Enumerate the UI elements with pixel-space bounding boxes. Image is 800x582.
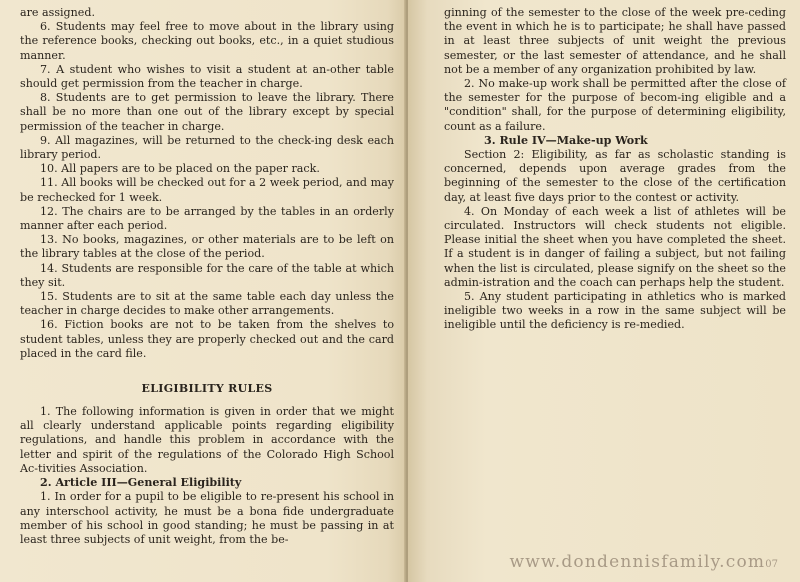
- library-rule-paragraph: are assigned.: [20, 6, 95, 19]
- eligibility-intro-paragraph: 1. The following information is given in order that we might all clearly understand applicable points regarding eligibility regulations, and handle this problem in accordance with the letter and spirit of the regulations of the Colorado High School Ac-tivities Association.: [20, 405, 394, 475]
- ineligible-paragraph: 5. Any student participating in athletics who is marked ineligible two weeks in a row in the same subject will be ineligible until the deficiency is re-medied.: [444, 290, 786, 332]
- library-rule-paragraph: 13. No books, magazines, or other materials are to be left on the library tables at the close of the period.: [20, 233, 394, 261]
- library-rule-paragraph: 10. All papers are to be placed on the paper rack.: [40, 162, 320, 176]
- library-rule-paragraph: 15. Students are to sit at the same table each day unless the teacher in charge decides to make other arrangements.: [20, 290, 394, 318]
- rule-iv-heading: 3. Rule IV—Make-up Work: [484, 133, 648, 147]
- right-page: [408, 0, 800, 582]
- athletes-list-paragraph: 4. On Monday of each week a list of athletes will be circulated. Instructors will check students not eligible. Please initial the sheet when you have completed the sheet. If a student is in danger of failing a subject, but not failing when the list is circulated, please signify on the sheet so the admin-istration and the coach can perhaps help the student.: [444, 204, 786, 289]
- article-iii-paragraph: 1. In order for a pupil to be eligible to re-present his school in any interschool activity, he must be a bona fide undergraduate member of his school in good standing; he must be passing in at least three subjects of unit weight, from the be-: [20, 490, 394, 546]
- library-rule-paragraph: 7. A student who wishes to visit a student at an-other table should get permission from the teacher in charge.: [20, 62, 394, 91]
- library-rule-paragraph: 8. Students are to get permission to leave the library. There shall be no more than one out of the library except by special permission of the teacher in charge.: [20, 91, 394, 133]
- eligibility-continuation-paragraph: ginning of the semester to the close of the week pre-ceding the event in which he is to participate; he shall have passed in at least three subjects of unit weight the previous semester, or the last semester of attendance, and he shall not be a member of any organization prohibited by law.: [444, 6, 786, 76]
- section-2-paragraph: Section 2: Eligibility, as far as scholastic standing is concerned, depends upon average grades from the beginning of the semester to the close of the certification day, at least five days prior to the contest or activity.: [444, 148, 786, 204]
- library-rule-paragraph: 9. All magazines, will be returned to the check-ing desk each library period.: [20, 133, 394, 162]
- library-rule-paragraph: 6. Students may feel free to move about in the library using the reference books, checking out books, etc., in a quiet studious manner.: [20, 20, 394, 62]
- library-rule-paragraph: 12. The chairs are to be arranged by the tables in an orderly manner after each period.: [20, 204, 394, 233]
- library-rule-paragraph: 16. Fiction books are not to be taken from the shelves to student tables, unless they are properly checked out and the card placed in the card file.: [20, 318, 394, 360]
- library-rule-paragraph: 11. All books will be checked out for a 2 week period, and may be rechecked for 1 week.: [20, 176, 394, 204]
- watermark-site: www.dondennisfamily.com: [509, 552, 766, 572]
- website-watermark: [510, 552, 779, 572]
- eligibility-rules-heading: ELIGIBILITY RULES: [141, 382, 273, 396]
- article-iii-heading: 2. Article III—General Eligibility: [40, 476, 242, 490]
- make-up-work-paragraph: 2. No make-up work shall be permitted after the close of the semester for the purpose of becom-ing eligible and a "condition" shall, for the purpose of determining eligibility, count as a failure.: [444, 77, 786, 133]
- watermark-year: 07: [765, 559, 778, 570]
- library-rule-paragraph: 14. Students are responsible for the care of the table at which they sit.: [20, 261, 394, 289]
- library-rules-list: [20, 6, 394, 361]
